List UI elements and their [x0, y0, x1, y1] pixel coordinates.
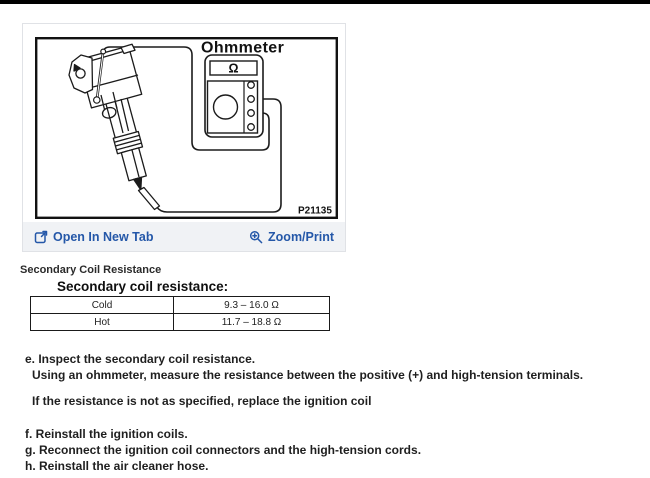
step-e: e. Inspect the secondary coil resistance.	[25, 352, 256, 366]
figure-toolbar	[23, 222, 345, 251]
condition-cell: Hot	[31, 314, 174, 331]
terminal-2	[248, 96, 255, 103]
open-in-new-tab-label: Open In New Tab	[53, 229, 154, 244]
zoom-print-label: Zoom/Print	[268, 229, 334, 244]
ohmmeter-label: Ohmmeter	[201, 39, 285, 57]
open-in-new-tab-icon	[34, 230, 48, 244]
connector-detail-circle	[76, 69, 85, 78]
figure-id-label: P21135	[298, 205, 332, 217]
table-row-cold	[31, 297, 330, 314]
ignition-coil-ohmmeter-figure	[35, 37, 338, 220]
step-e-note: If the resistance is not as specified, replace the ignition coil	[32, 394, 372, 408]
value-cell: 9.3 – 16.0 Ω	[174, 297, 330, 314]
spec-subheading: Secondary coil resistance:	[57, 279, 229, 294]
zoom-print-link[interactable]	[249, 230, 334, 244]
magnifier-zoom-icon	[249, 230, 263, 244]
figure-card	[22, 23, 346, 252]
ohmmeter-dial	[214, 95, 238, 119]
terminal-4	[248, 124, 255, 131]
terminal-1	[248, 82, 255, 89]
section-heading: Secondary Coil Resistance	[20, 264, 162, 276]
needle-lead-ball	[101, 49, 106, 54]
table-row-hot	[31, 314, 330, 331]
omega-symbol: Ω	[228, 61, 239, 76]
step-e-detail: Using an ohmmeter, measure the resistance between the positive (+) and high-tension terminals.	[32, 368, 584, 382]
figure-image-area	[23, 24, 345, 222]
value-cell: 11.7 – 18.8 Ω	[174, 314, 330, 331]
step-f: f. Reinstall the ignition coils.	[25, 427, 188, 441]
step-h: h. Reinstall the air cleaner hose.	[25, 459, 209, 473]
open-in-new-tab-link[interactable]	[34, 230, 153, 244]
resistance-spec-table	[30, 296, 330, 331]
step-g: g. Reconnect the ignition coil connectors and the high-tension cords.	[25, 443, 422, 457]
positive-terminal-contact	[94, 97, 100, 103]
procedure-steps	[25, 351, 583, 474]
condition-cell: Cold	[31, 297, 174, 314]
top-bar	[0, 0, 650, 4]
terminal-3	[248, 110, 255, 117]
